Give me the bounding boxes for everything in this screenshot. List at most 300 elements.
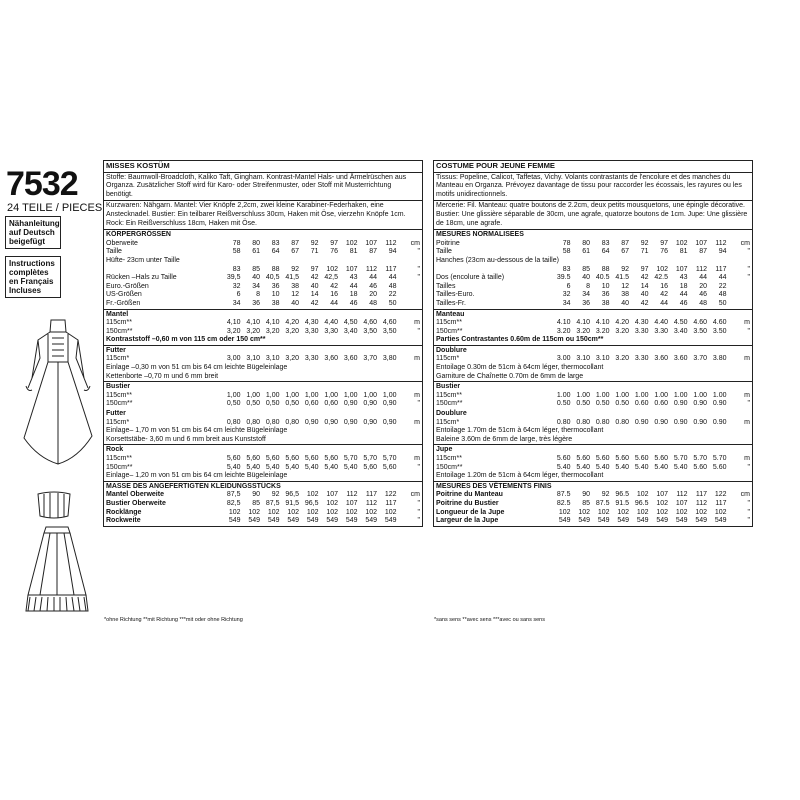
table-cell: 4,50 (343, 319, 358, 327)
table-cell: 5,60 (265, 455, 280, 462)
section-title: Rock (106, 446, 124, 454)
unit-label: " (747, 517, 750, 525)
table-cell: 61 (252, 248, 260, 256)
table-cell: 3.50 (693, 327, 707, 335)
unit-label: m (744, 455, 750, 462)
table-row (434, 274, 752, 283)
table-cell: 3,60 (343, 355, 358, 363)
unit-label: " (417, 508, 420, 516)
table-cell: 0,80 (246, 418, 260, 426)
table-row (104, 266, 422, 275)
table-cell: 549 (287, 517, 299, 525)
table-cell: 5,40 (265, 463, 280, 471)
row-label: Tailles (436, 282, 456, 290)
table-row (104, 500, 422, 509)
row-label: Rockweite (106, 517, 141, 525)
unit-label: " (747, 499, 750, 507)
table-cell: 44 (718, 274, 727, 282)
table-cell: 3,20 (246, 327, 260, 335)
table-cell: 22 (718, 282, 727, 290)
table-cell: 107 (695, 239, 707, 247)
table-cell: 64 (271, 248, 280, 256)
table-cell: 42 (310, 299, 319, 307)
table-row (104, 392, 422, 401)
table-row (434, 464, 752, 473)
french-finished-title: MESURES DES VÊTEMENTS FINIS (434, 481, 752, 492)
table-cell: 87.5 (595, 499, 610, 507)
section-note: Entoilage 0.30m de 51cm à 64cm léger, thermocollant (436, 364, 604, 372)
row-label: 150cm** (436, 400, 463, 408)
table-cell: 0,80 (285, 418, 299, 426)
table-cell: 0,90 (324, 418, 338, 426)
table-cell: 0.90 (693, 400, 707, 408)
table-cell: 4,10 (246, 319, 260, 327)
table-cell: 80 (252, 239, 260, 247)
table-cell: 85 (582, 499, 590, 507)
table-cell: 92 (291, 265, 299, 273)
table-cell: 549 (306, 517, 319, 525)
unit-label: " (747, 274, 750, 282)
coat-illustration (18, 318, 98, 468)
table-cell: 3.10 (576, 355, 590, 363)
table-cell: 3.30 (634, 327, 649, 335)
unit-label: cm (740, 491, 750, 499)
table-cell: 102 (287, 508, 299, 516)
section-note: Entoilage 1.20m de 51cm à 64cm léger, thermocollant (436, 472, 604, 480)
table-cell: 5,40 (304, 463, 319, 471)
table-cell: 0,90 (363, 400, 377, 408)
table-row (104, 464, 422, 473)
table-cell: 1,00 (324, 391, 338, 399)
table-cell: 5,60 (285, 455, 299, 462)
row-label: Rücken –Hals zu Taille (106, 274, 177, 282)
table-cell: 102 (714, 508, 727, 516)
table-cell: 16 (330, 291, 338, 299)
unit-label: m (744, 391, 750, 399)
table-cell: 44 (330, 299, 338, 307)
table-cell: 76 (660, 248, 668, 256)
table-cell: 5,70 (382, 455, 397, 462)
table-cell: 71 (310, 248, 319, 256)
table-cell: 39.5 (556, 274, 571, 282)
table-cell: 96,5 (285, 491, 299, 499)
table-cell: 117 (385, 499, 397, 507)
table-cell: 40 (621, 299, 629, 307)
section-note: Einlage– 1,70 m von 51 cm bis 64 cm leichte Bügeleinlage (106, 427, 288, 435)
table-cell: 5,40 (324, 463, 338, 471)
german-finished-title: MASSE DES ANGEFERTIGTEN KLEIDUNGSSTÜCKS (104, 481, 422, 492)
table-cell: 48 (369, 299, 377, 307)
table-cell: 38 (291, 282, 299, 290)
table-cell: 1.00 (654, 391, 668, 399)
section-title: Doublure (436, 346, 467, 354)
table-cell: 42.5 (654, 274, 668, 282)
table-cell: 97 (330, 239, 338, 247)
table-cell: 4,10 (265, 319, 280, 327)
table-cell: 1.00 (556, 391, 571, 399)
table-cell: 92 (621, 265, 629, 273)
german-footer: *ohne Richtung **mit Richtung ***mit oder ohne Richtung (104, 617, 243, 623)
table-cell: 4,30 (304, 319, 319, 327)
table-row (104, 328, 422, 337)
table-cell: 5.60 (654, 455, 668, 462)
table-cell: 36 (271, 282, 280, 290)
table-cell: 3,60 (324, 355, 338, 363)
table-cell: 3,30 (324, 327, 338, 335)
table-cell: 3.20 (615, 355, 629, 363)
table-cell: 112 (365, 265, 377, 273)
table-cell: 4.10 (595, 319, 610, 327)
table-cell: 102 (656, 265, 668, 273)
table-cell: 107 (675, 265, 688, 273)
french-instructions-label: Instructions complètes en Français Incluses (5, 256, 61, 298)
table-cell: 112 (715, 239, 727, 247)
row-label: 115cm** (436, 455, 462, 462)
table-cell: 87.5 (556, 491, 571, 499)
table-cell: 4.20 (615, 319, 629, 327)
table-cell: 0.60 (634, 400, 649, 408)
table-cell: 5,60 (304, 455, 319, 462)
table-cell: 36 (582, 299, 590, 307)
french-body-title: MESURES NORMALISEES (434, 229, 752, 240)
table-cell: 3.20 (576, 327, 590, 335)
table-cell: 549 (578, 517, 590, 525)
table-cell: 50 (388, 299, 397, 307)
table-cell: 102 (345, 508, 358, 516)
unit-label: " (747, 248, 750, 256)
table-cell: 0.80 (595, 418, 610, 426)
table-cell: 3.00 (556, 355, 571, 363)
table-cell: 87 (621, 239, 629, 247)
table-cell: 5.70 (712, 455, 727, 462)
table-cell: 38 (621, 291, 629, 299)
table-cell: 5,70 (343, 455, 358, 462)
table-cell: 58 (562, 248, 571, 256)
table-cell: 40 (252, 274, 260, 282)
table-cell: 102 (326, 499, 338, 507)
table-cell: 12 (621, 282, 629, 290)
table-cell: 4.10 (576, 319, 590, 327)
table-cell: 3.20 (595, 327, 610, 335)
section-note: Korsettstäbe- 3,60 m und 6 mm breit aus Kunststoff (106, 435, 266, 443)
table-cell: 5,60 (382, 463, 397, 471)
table-cell: 117 (365, 491, 377, 499)
unit-label: " (417, 463, 420, 471)
unit-label: m (744, 319, 750, 327)
unit-label: " (417, 400, 420, 408)
table-cell: 102 (695, 508, 707, 516)
table-cell: 58 (232, 248, 241, 256)
table-cell: 46 (349, 299, 358, 307)
table-cell: 4.40 (654, 319, 668, 327)
table-cell: 1,00 (265, 391, 280, 399)
row-label: 115cm* (106, 355, 130, 363)
table-cell: 83 (562, 265, 571, 273)
table-cell: 1.00 (576, 391, 590, 399)
table-cell: 0,50 (265, 400, 280, 408)
table-row (434, 455, 752, 464)
german-finished-table (104, 491, 422, 525)
table-cell: 34 (232, 299, 241, 307)
table-cell: 0,90 (304, 418, 319, 426)
table-row (104, 240, 422, 249)
table-cell: 102 (578, 508, 590, 516)
section-title: Manteau (436, 310, 465, 318)
table-cell: 76 (330, 248, 338, 256)
table-cell: 39,5 (226, 274, 241, 282)
table-cell: 83 (232, 265, 241, 273)
table-cell: 3.60 (654, 355, 668, 363)
table-cell: 1,00 (226, 391, 241, 399)
row-label: 115cm** (106, 319, 132, 327)
table-cell: 40 (640, 291, 649, 299)
table-cell: 3,10 (246, 355, 260, 363)
french-fabrics: Tissus: Popeline, Calicot, Taffetas, Vichy. Volants contrastants de l'encolure et des manches du Manteau en Organza. Prévoyez davantage de tissu pour raccorder les écossais, les rayures ou les motifs unidirectionnels. (436, 173, 742, 198)
table-row (104, 300, 422, 309)
table-cell: 44 (660, 299, 668, 307)
table-row (434, 248, 752, 257)
german-rock-section (104, 445, 422, 480)
table-cell: 1,00 (246, 391, 260, 399)
table-cell: 3.30 (634, 355, 649, 363)
table-cell: 4,60 (363, 319, 377, 327)
table-cell: 0,50 (226, 400, 241, 408)
table-cell: 1,00 (304, 391, 319, 399)
table-cell: 3.10 (595, 355, 610, 363)
pattern-number: 7532 (6, 165, 78, 203)
table-cell: 64 (601, 248, 610, 256)
table-cell: 5.40 (634, 463, 649, 471)
table-cell: 549 (267, 517, 280, 525)
table-row (434, 419, 752, 428)
table-cell: 102 (675, 508, 688, 516)
german-futter1-section (104, 346, 422, 381)
table-cell: 97 (660, 239, 668, 247)
table-cell: 20 (369, 291, 377, 299)
table-cell: 67 (291, 248, 299, 256)
table-cell: 61 (582, 248, 590, 256)
table-cell: 4,10 (226, 319, 241, 327)
table-cell: 18 (349, 291, 358, 299)
table-cell: 3.70 (693, 355, 707, 363)
table-cell: 42 (640, 274, 649, 282)
row-label: Bustier Oberweite (106, 499, 166, 507)
table-cell: 549 (617, 517, 629, 525)
table-cell: 102 (306, 491, 319, 499)
table-row (104, 509, 422, 518)
table-cell: 90 (252, 491, 260, 499)
table-cell: 8 (256, 291, 260, 299)
german-instructions-label: Nähanleitung auf Deutsch beigefügt (5, 216, 61, 249)
french-title: COSTUME POUR JEUNE FEMME (434, 161, 752, 173)
table-cell: 5.40 (595, 463, 610, 471)
table-cell: 92 (271, 491, 280, 499)
row-label: Dos (encolure à taille) (436, 274, 505, 282)
table-cell: 0,50 (285, 400, 299, 408)
table-cell: 94 (718, 248, 727, 256)
table-row (434, 392, 752, 401)
row-label: 115cm** (106, 455, 132, 462)
table-cell: 0,50 (246, 400, 260, 408)
table-cell: 3.60 (673, 355, 688, 363)
table-cell: 0.90 (712, 418, 727, 426)
table-cell: 40 (582, 274, 590, 282)
table-cell: 549 (675, 517, 688, 525)
table-cell: 4,40 (324, 319, 338, 327)
table-cell: 40,5 (265, 274, 280, 282)
german-fabrics: Stoffe: Baumwoll-Broadcloth, Kaliko Taft, Gingham. Kontrast-Mantel Hals- und Ärmelrüschen aus Organza. Zusätzlicher Stoff wird für Karo- oder Streifenmuster, oder Stoff mit Musterrichtung benötigt. (106, 173, 407, 198)
bustier-illustration (34, 490, 74, 520)
table-cell: 43 (349, 274, 358, 282)
table-cell: 117 (715, 265, 727, 273)
row-label: Longueur de la Jupe (436, 508, 505, 516)
table-cell: 3,20 (226, 327, 241, 335)
table-cell: 10 (271, 291, 280, 299)
german-body-table (104, 240, 422, 309)
table-cell: 96.5 (634, 499, 649, 507)
table-cell: 3,40 (343, 327, 358, 335)
table-cell: 0.80 (556, 418, 571, 426)
table-row (104, 291, 422, 300)
table-cell: 96,5 (304, 499, 319, 507)
unit-label: " (747, 265, 750, 273)
table-cell: 90 (582, 491, 590, 499)
pieces-count: 24 TEILE / PIECES (7, 202, 103, 214)
table-cell: 3,00 (226, 355, 241, 363)
table-cell: 102 (656, 508, 668, 516)
table-cell: 5,40 (285, 463, 299, 471)
table-row (104, 400, 422, 409)
section-title: Doublure (436, 410, 467, 418)
table-row (434, 491, 752, 500)
table-cell: 5.60 (595, 455, 610, 462)
table-cell: 91,5 (285, 499, 299, 507)
table-cell: 38 (271, 299, 280, 307)
table-cell: 5,60 (246, 455, 260, 462)
table-cell: 40 (310, 282, 319, 290)
unit-label: " (417, 265, 420, 273)
table-cell: 549 (558, 517, 571, 525)
table-cell: 122 (714, 491, 727, 499)
table-cell: 42 (640, 299, 649, 307)
table-cell: 50 (718, 299, 727, 307)
table-cell: 102 (345, 239, 358, 247)
table-cell: 34 (562, 299, 571, 307)
table-cell: 3,50 (382, 327, 397, 335)
table-cell: 102 (326, 508, 338, 516)
row-label: Euro.-Größen (106, 282, 149, 290)
table-cell: 5,40 (246, 463, 260, 471)
table-cell: 41.5 (615, 274, 629, 282)
table-cell: 42,5 (324, 274, 338, 282)
table-cell: 96.5 (615, 491, 629, 499)
table-cell: 0.50 (615, 400, 629, 408)
row-label: 150cm** (106, 463, 133, 471)
french-footer: *sans sens **avec sens ***avec ou sans sens (434, 617, 545, 623)
table-cell: 5.70 (693, 455, 707, 462)
row-label: Taille (436, 248, 452, 256)
german-mantel-section (104, 310, 422, 345)
table-cell: 4,20 (285, 319, 299, 327)
table-row (104, 283, 422, 292)
table-cell: 85 (582, 265, 590, 273)
table-cell: 87 (291, 239, 299, 247)
row-label: Poitrine (436, 239, 460, 247)
french-bustier-section (434, 382, 752, 409)
section-title: Futter (106, 410, 126, 418)
table-cell: 16 (660, 282, 668, 290)
table-cell: 46 (699, 291, 707, 299)
table-cell: 1.00 (673, 391, 688, 399)
table-row (434, 257, 752, 266)
table-cell: 44 (349, 282, 358, 290)
french-jupe-section (434, 445, 752, 480)
section-note: Entoilage 1.70m de 51cm à 64cm léger, thermocollant (436, 427, 604, 435)
table-cell: 48 (699, 299, 707, 307)
section-note: Einlage –0,30 m von 51 cm bis 64 cm leichte Bügeleinlage (106, 364, 288, 372)
table-cell: 5.40 (615, 463, 629, 471)
table-cell: 0.60 (654, 400, 668, 408)
table-cell: 87 (369, 248, 377, 256)
row-label: 115cm* (106, 418, 130, 426)
table-cell: 40.5 (595, 274, 610, 282)
table-cell: 92 (310, 239, 319, 247)
table-cell: 44 (388, 274, 397, 282)
table-cell: 46 (679, 299, 688, 307)
table-cell: 18 (679, 282, 688, 290)
table-cell: 6 (236, 291, 241, 299)
table-cell: 0.50 (576, 400, 590, 408)
table-row (434, 400, 752, 409)
table-cell: 43 (679, 274, 688, 282)
row-label: Largeur de la Jupe (436, 517, 499, 525)
table-cell: 3,10 (265, 355, 280, 363)
table-cell: 4,60 (382, 319, 397, 327)
table-cell: 5,60 (363, 463, 377, 471)
table-cell: 0,90 (343, 418, 358, 426)
row-label: Tailles-Fr. (436, 299, 466, 307)
table-cell: 48 (718, 291, 727, 299)
table-cell: 94 (388, 248, 397, 256)
section-title: Jupe (436, 446, 453, 454)
table-row (434, 283, 752, 292)
table-row (434, 240, 752, 249)
unit-label: " (417, 517, 420, 525)
table-cell: 5.70 (673, 455, 688, 462)
table-cell: 71 (640, 248, 649, 256)
table-cell: 4.30 (634, 319, 649, 327)
table-row (104, 248, 422, 257)
table-cell: 92 (601, 491, 610, 499)
table-cell: 87 (699, 248, 707, 256)
table-cell: 549 (365, 517, 377, 525)
table-cell: 112 (676, 491, 688, 499)
table-cell: 107 (326, 491, 338, 499)
table-cell: 117 (715, 499, 727, 507)
unit-label: " (417, 248, 420, 256)
table-cell: 3,20 (285, 355, 299, 363)
table-cell: 3,50 (363, 327, 377, 335)
table-cell: 117 (385, 265, 397, 273)
table-cell: 5.60 (615, 455, 629, 462)
row-label: 115cm** (106, 391, 132, 399)
table-cell: 0.90 (693, 418, 707, 426)
german-body-title: KÖRPERGRÖSSEN (104, 229, 422, 240)
section-note: Parties Contrastantes 0.60m de 115cm ou 150cm** (436, 336, 604, 344)
table-cell: 42 (310, 274, 319, 282)
table-cell: 1,00 (343, 391, 358, 399)
table-cell: 67 (621, 248, 629, 256)
